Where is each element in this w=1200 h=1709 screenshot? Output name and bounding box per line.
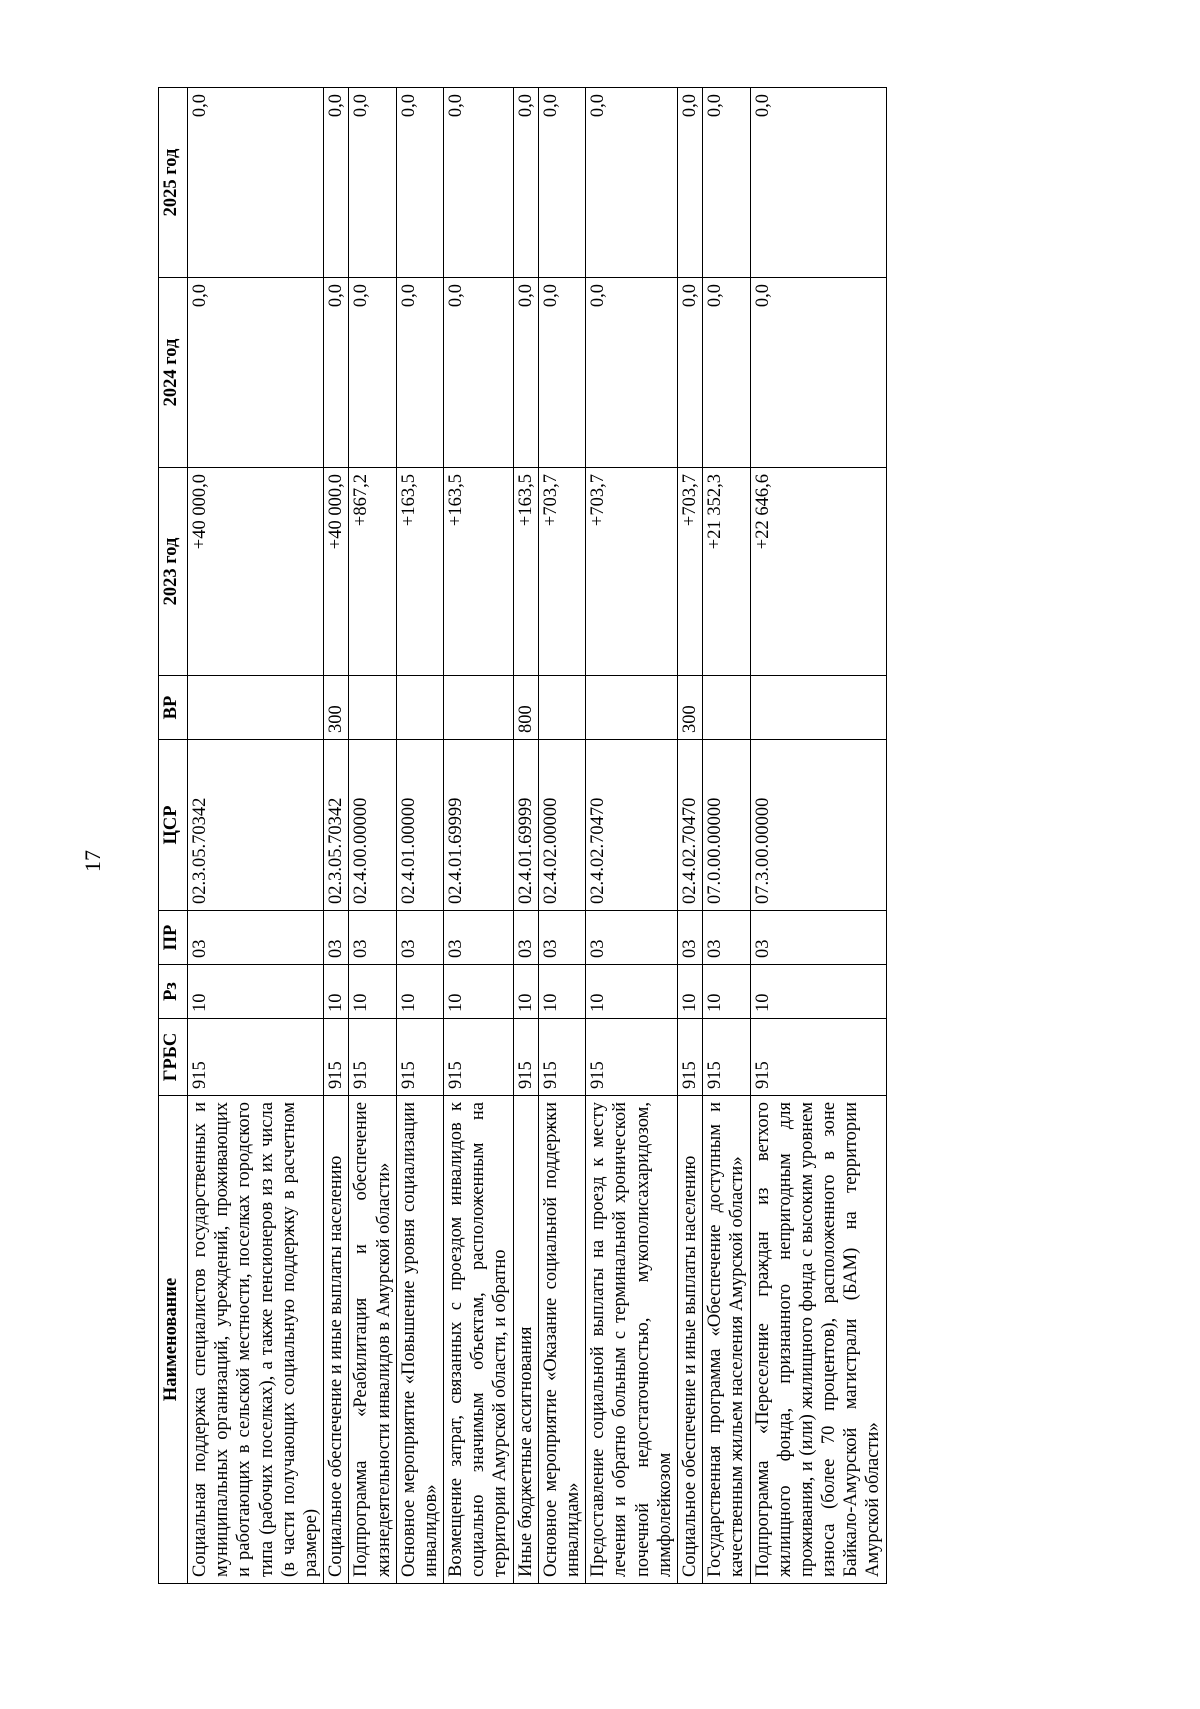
cell-2024: 0,0 [538, 278, 585, 468]
cell-name: Основное мероприятие «Повышение уровня социализации инвалидов» [396, 1096, 443, 1584]
cell-rz: 10 [677, 965, 702, 1019]
table-row [677, 88, 702, 1584]
cell-2025: 0,0 [324, 88, 349, 278]
table-row [396, 88, 443, 1584]
cell-grbs: 915 [349, 1019, 396, 1096]
table-row [444, 88, 514, 1584]
cell-csr: 02.4.01.69999 [444, 740, 514, 911]
cell-vr [444, 676, 514, 740]
cell-name: Социальное обеспечение и иные выплаты населению [324, 1096, 349, 1584]
cell-name: Социальное обеспечение и иные выплаты населению [677, 1096, 702, 1584]
table-header-row [159, 88, 188, 1584]
cell-2025: 0,0 [513, 88, 538, 278]
rotated-page-content [158, 88, 1038, 1584]
cell-grbs: 915 [703, 1019, 750, 1096]
cell-2023: +867,2 [349, 468, 396, 676]
cell-vr [750, 676, 886, 740]
cell-2025: 0,0 [349, 88, 396, 278]
cell-csr: 02.4.02.70470 [586, 740, 678, 911]
cell-vr: 300 [677, 676, 702, 740]
cell-2024: 0,0 [188, 278, 324, 468]
header-2024: 2024 год [159, 278, 188, 468]
cell-rz: 10 [750, 965, 886, 1019]
cell-csr: 02.3.05.70342 [324, 740, 349, 911]
cell-vr [349, 676, 396, 740]
cell-rz: 10 [444, 965, 514, 1019]
table-row [349, 88, 396, 1584]
cell-2023: +21 352,3 [703, 468, 750, 676]
cell-pr: 03 [513, 911, 538, 965]
cell-name: Подпрограмма «Переселение граждан из ветхого жилищного фонда, признанного непригодным для проживания, и (или) жилищного фонда с высоким уровнем износа (более 70 процентов), расположенного в зоне Байкало-Амурской магистрали (БАМ) на территории Амурской области» [750, 1096, 886, 1584]
cell-csr: 02.4.01.00000 [396, 740, 443, 911]
cell-name: Социальная поддержка специалистов государственных и муниципальных организаций, учреждений, проживающих и работающих в сельской местности, поселках городского типа (рабочих поселках), а также пенсионеров из их числа (в части получающих социальную поддержку в расчетном размере) [188, 1096, 324, 1584]
cell-grbs: 915 [396, 1019, 443, 1096]
cell-grbs: 915 [750, 1019, 886, 1096]
cell-vr [188, 676, 324, 740]
cell-2025: 0,0 [586, 88, 678, 278]
cell-rz: 10 [349, 965, 396, 1019]
cell-csr: 02.4.02.70470 [677, 740, 702, 911]
cell-rz: 10 [703, 965, 750, 1019]
cell-name: Предоставление социальной выплаты на проезд к месту лечения и обратно больным с терминальной хронической почечной недостаточностью, мукополисахаридозом, лимфолейкозом [586, 1096, 678, 1584]
cell-name: Подпрограмма «Реабилитация и обеспечение жизнедеятельности инвалидов в Амурской области» [349, 1096, 396, 1584]
cell-name: Иные бюджетные ассигнования [513, 1096, 538, 1584]
table-row [513, 88, 538, 1584]
cell-2023: +22 646,6 [750, 468, 886, 676]
table-row [324, 88, 349, 1584]
cell-pr: 03 [188, 911, 324, 965]
cell-vr: 300 [324, 676, 349, 740]
cell-2024: 0,0 [396, 278, 443, 468]
header-2023: 2023 год [159, 468, 188, 676]
cell-grbs: 915 [324, 1019, 349, 1096]
cell-2025: 0,0 [750, 88, 886, 278]
page-number: 17 [80, 850, 105, 872]
cell-2023: +163,5 [396, 468, 443, 676]
cell-2023: +163,5 [513, 468, 538, 676]
cell-csr: 07.3.00.00000 [750, 740, 886, 911]
cell-2025: 0,0 [188, 88, 324, 278]
cell-csr: 02.4.02.00000 [538, 740, 585, 911]
table-row [586, 88, 678, 1584]
cell-csr: 02.4.01.69999 [513, 740, 538, 911]
header-vr: ВР [159, 676, 188, 740]
cell-csr: 07.0.00.00000 [703, 740, 750, 911]
cell-pr: 03 [750, 911, 886, 965]
cell-vr [586, 676, 678, 740]
header-rz: Рз [159, 965, 188, 1019]
header-csr: ЦСР [159, 740, 188, 911]
header-pr: ПР [159, 911, 188, 965]
cell-vr [538, 676, 585, 740]
cell-grbs: 915 [677, 1019, 702, 1096]
cell-rz: 10 [513, 965, 538, 1019]
cell-pr: 03 [349, 911, 396, 965]
cell-2024: 0,0 [513, 278, 538, 468]
cell-2024: 0,0 [677, 278, 702, 468]
cell-csr: 02.4.00.00000 [349, 740, 396, 911]
cell-2024: 0,0 [349, 278, 396, 468]
cell-2025: 0,0 [538, 88, 585, 278]
cell-pr: 03 [703, 911, 750, 965]
cell-rz: 10 [396, 965, 443, 1019]
table-row [703, 88, 750, 1584]
cell-vr [396, 676, 443, 740]
header-grbs: ГРБС [159, 1019, 188, 1096]
cell-grbs: 915 [538, 1019, 585, 1096]
cell-csr: 02.3.05.70342 [188, 740, 324, 911]
cell-2023: +163,5 [444, 468, 514, 676]
cell-name: Основное мероприятие «Оказание социальной поддержки инвалидам» [538, 1096, 585, 1584]
cell-2024: 0,0 [703, 278, 750, 468]
cell-grbs: 915 [444, 1019, 514, 1096]
header-2025: 2025 год [159, 88, 188, 278]
cell-2024: 0,0 [324, 278, 349, 468]
cell-pr: 03 [538, 911, 585, 965]
table-row [538, 88, 585, 1584]
cell-pr: 03 [396, 911, 443, 965]
cell-2023: +703,7 [677, 468, 702, 676]
cell-rz: 10 [188, 965, 324, 1019]
cell-rz: 10 [538, 965, 585, 1019]
cell-pr: 03 [324, 911, 349, 965]
budget-table [158, 87, 887, 1584]
cell-rz: 10 [586, 965, 678, 1019]
cell-2023: +703,7 [586, 468, 678, 676]
table-row [750, 88, 886, 1584]
cell-2023: +703,7 [538, 468, 585, 676]
cell-grbs: 915 [513, 1019, 538, 1096]
cell-grbs: 915 [586, 1019, 678, 1096]
cell-pr: 03 [586, 911, 678, 965]
cell-vr [703, 676, 750, 740]
cell-name: Государственная программа «Обеспечение доступным и качественным жильем населения Амурской области» [703, 1096, 750, 1584]
cell-2024: 0,0 [444, 278, 514, 468]
cell-pr: 03 [677, 911, 702, 965]
cell-grbs: 915 [188, 1019, 324, 1096]
cell-2023: +40 000,0 [324, 468, 349, 676]
cell-2025: 0,0 [444, 88, 514, 278]
header-name: Наименование [159, 1096, 188, 1584]
cell-2024: 0,0 [586, 278, 678, 468]
cell-2025: 0,0 [396, 88, 443, 278]
cell-vr: 800 [513, 676, 538, 740]
cell-2024: 0,0 [750, 278, 886, 468]
cell-pr: 03 [444, 911, 514, 965]
table-row [188, 88, 324, 1584]
cell-2025: 0,0 [677, 88, 702, 278]
cell-2025: 0,0 [703, 88, 750, 278]
cell-rz: 10 [324, 965, 349, 1019]
cell-2023: +40 000,0 [188, 468, 324, 676]
cell-name: Возмещение затрат, связанных с проездом инвалидов к социально значимым объектам, расположенным на территории Амурской области, и обратно [444, 1096, 514, 1584]
